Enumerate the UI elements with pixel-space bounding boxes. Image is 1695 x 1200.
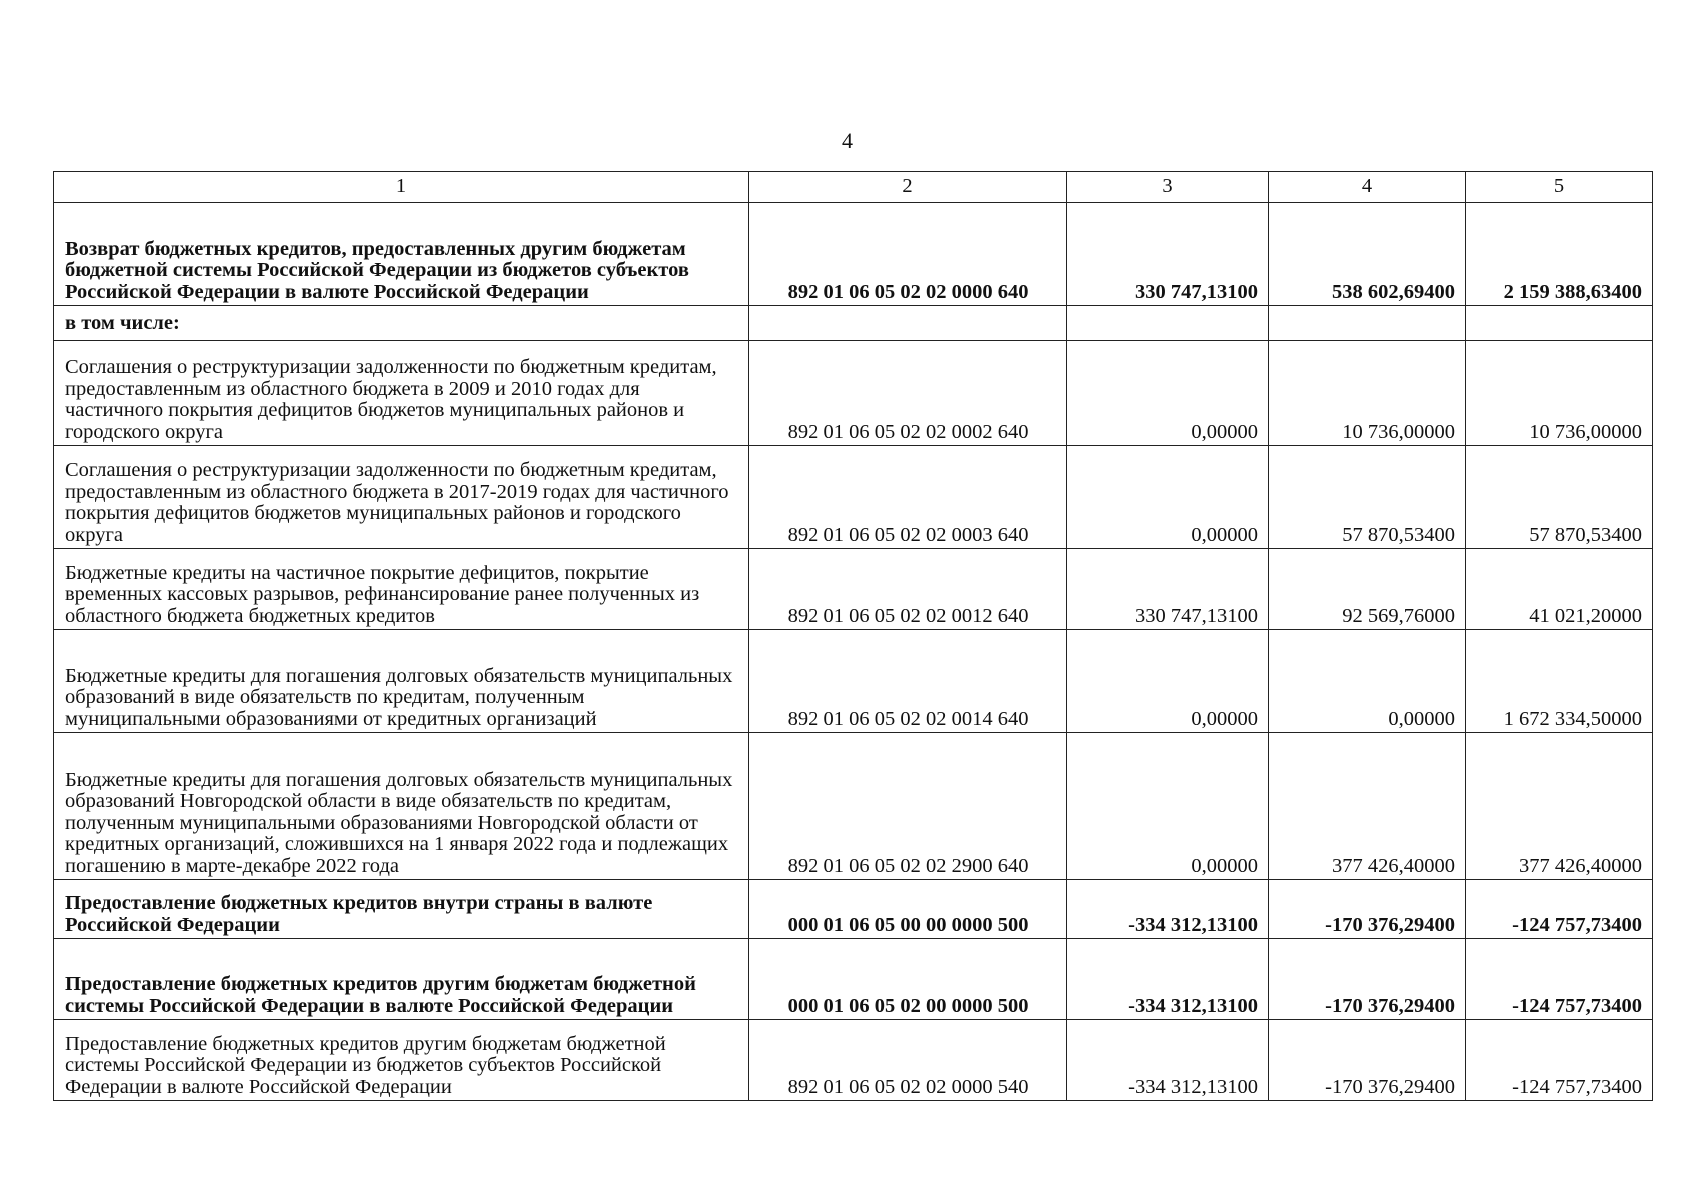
row-value-5: -124 757,73400 — [1466, 880, 1653, 939]
row-value-4: -170 376,29400 — [1269, 1020, 1466, 1101]
table-row — [54, 341, 1653, 446]
row-value-4: 538 602,69400 — [1269, 203, 1466, 306]
row-value-4: 0,00000 — [1269, 630, 1466, 733]
row-value-3: 0,00000 — [1067, 630, 1269, 733]
row-value-5: 377 426,40000 — [1466, 733, 1653, 880]
row-value-4: 57 870,53400 — [1269, 446, 1466, 549]
header-col-2: 2 — [749, 172, 1067, 203]
row-value-5: 1 672 334,50000 — [1466, 630, 1653, 733]
row-name: Предоставление бюджетных кредитов другим бюджетам бюджетной системы Российской Федерации в валюте Российской Федерации — [54, 939, 749, 1020]
table-row — [54, 880, 1653, 939]
row-value-3: -334 312,13100 — [1067, 939, 1269, 1020]
row-value-3: -334 312,13100 — [1067, 880, 1269, 939]
row-value-5 — [1466, 306, 1653, 341]
row-name: Бюджетные кредиты для погашения долговых обязательств муниципальных образований Новгородской области в виде обязательств по кредитам, полученным муниципальными образованиями Новгородской области от кредитных организаций, сложившихся на 1 января 2022 года и подлежащих погашению в марте-декабре 2022 года — [54, 733, 749, 880]
row-code: 892 01 06 05 02 02 0003 640 — [749, 446, 1067, 549]
table-row — [54, 1020, 1653, 1101]
table-row — [54, 306, 1653, 341]
row-name: Предоставление бюджетных кредитов внутри страны в валюте Российской Федерации — [54, 880, 749, 939]
row-value-5: 2 159 388,63400 — [1466, 203, 1653, 306]
row-value-3: 330 747,13100 — [1067, 549, 1269, 630]
row-value-5: 10 736,00000 — [1466, 341, 1653, 446]
header-col-3: 3 — [1067, 172, 1269, 203]
row-value-4 — [1269, 306, 1466, 341]
row-code: 892 01 06 05 02 02 0002 640 — [749, 341, 1067, 446]
row-name: Возврат бюджетных кредитов, предоставленных другим бюджетам бюджетной системы Российской Федерации из бюджетов субъектов Российской Федерации в валюте Российской Федерации — [54, 203, 749, 306]
row-value-3: -334 312,13100 — [1067, 1020, 1269, 1101]
page-number: 4 — [842, 128, 853, 153]
table-row — [54, 939, 1653, 1020]
row-value-4: 92 569,76000 — [1269, 549, 1466, 630]
table-row — [54, 446, 1653, 549]
row-value-4: 377 426,40000 — [1269, 733, 1466, 880]
row-name: Бюджетные кредиты на частичное покрытие дефицитов, покрытие временных кассовых разрывов, рефинансирование ранее полученных из областного бюджета бюджетных кредитов — [54, 549, 749, 630]
row-value-4: -170 376,29400 — [1269, 880, 1466, 939]
row-code: 892 01 06 05 02 02 0000 640 — [749, 203, 1067, 306]
row-code: 000 01 06 05 00 00 0000 500 — [749, 880, 1067, 939]
header-col-4: 4 — [1269, 172, 1466, 203]
row-value-3 — [1067, 306, 1269, 341]
row-value-5: 41 021,20000 — [1466, 549, 1653, 630]
budget-sources-table — [53, 171, 1653, 1101]
header-col-5: 5 — [1466, 172, 1653, 203]
row-code: 892 01 06 05 02 02 0000 540 — [749, 1020, 1067, 1101]
row-value-4: -170 376,29400 — [1269, 939, 1466, 1020]
row-name: Соглашения о реструктуризации задолженности по бюджетным кредитам, предоставленным из областного бюджета в 2009 и 2010 годах для частичного покрытия дефицитов бюджетов муниципальных районов и городского округа — [54, 341, 749, 446]
row-name: Предоставление бюджетных кредитов другим бюджетам бюджетной системы Российской Федерации из бюджетов субъектов Российской Федерации в валюте Российской Федерации — [54, 1020, 749, 1101]
row-name: Соглашения о реструктуризации задолженности по бюджетным кредитам, предоставленным из областного бюджета в 2017-2019 годах для частичного покрытия дефицитов бюджетов муниципальных районов и городского округа — [54, 446, 749, 549]
row-name: в том числе: — [54, 306, 749, 341]
table-row — [54, 549, 1653, 630]
row-value-3: 0,00000 — [1067, 341, 1269, 446]
row-value-5: -124 757,73400 — [1466, 1020, 1653, 1101]
table-header-row — [54, 172, 1653, 203]
row-code — [749, 306, 1067, 341]
row-value-5: -124 757,73400 — [1466, 939, 1653, 1020]
row-value-3: 0,00000 — [1067, 446, 1269, 549]
row-value-3: 330 747,13100 — [1067, 203, 1269, 306]
table-row — [54, 733, 1653, 880]
table-row — [54, 630, 1653, 733]
table-row — [54, 203, 1653, 306]
row-code: 892 01 06 05 02 02 0012 640 — [749, 549, 1067, 630]
row-code: 000 01 06 05 02 00 0000 500 — [749, 939, 1067, 1020]
row-value-3: 0,00000 — [1067, 733, 1269, 880]
header-col-1: 1 — [54, 172, 749, 203]
row-value-4: 10 736,00000 — [1269, 341, 1466, 446]
row-value-5: 57 870,53400 — [1466, 446, 1653, 549]
row-code: 892 01 06 05 02 02 0014 640 — [749, 630, 1067, 733]
row-code: 892 01 06 05 02 02 2900 640 — [749, 733, 1067, 880]
row-name: Бюджетные кредиты для погашения долговых обязательств муниципальных образований в виде обязательств по кредитам, полученным муниципальными образованиями от кредитных организаций — [54, 630, 749, 733]
